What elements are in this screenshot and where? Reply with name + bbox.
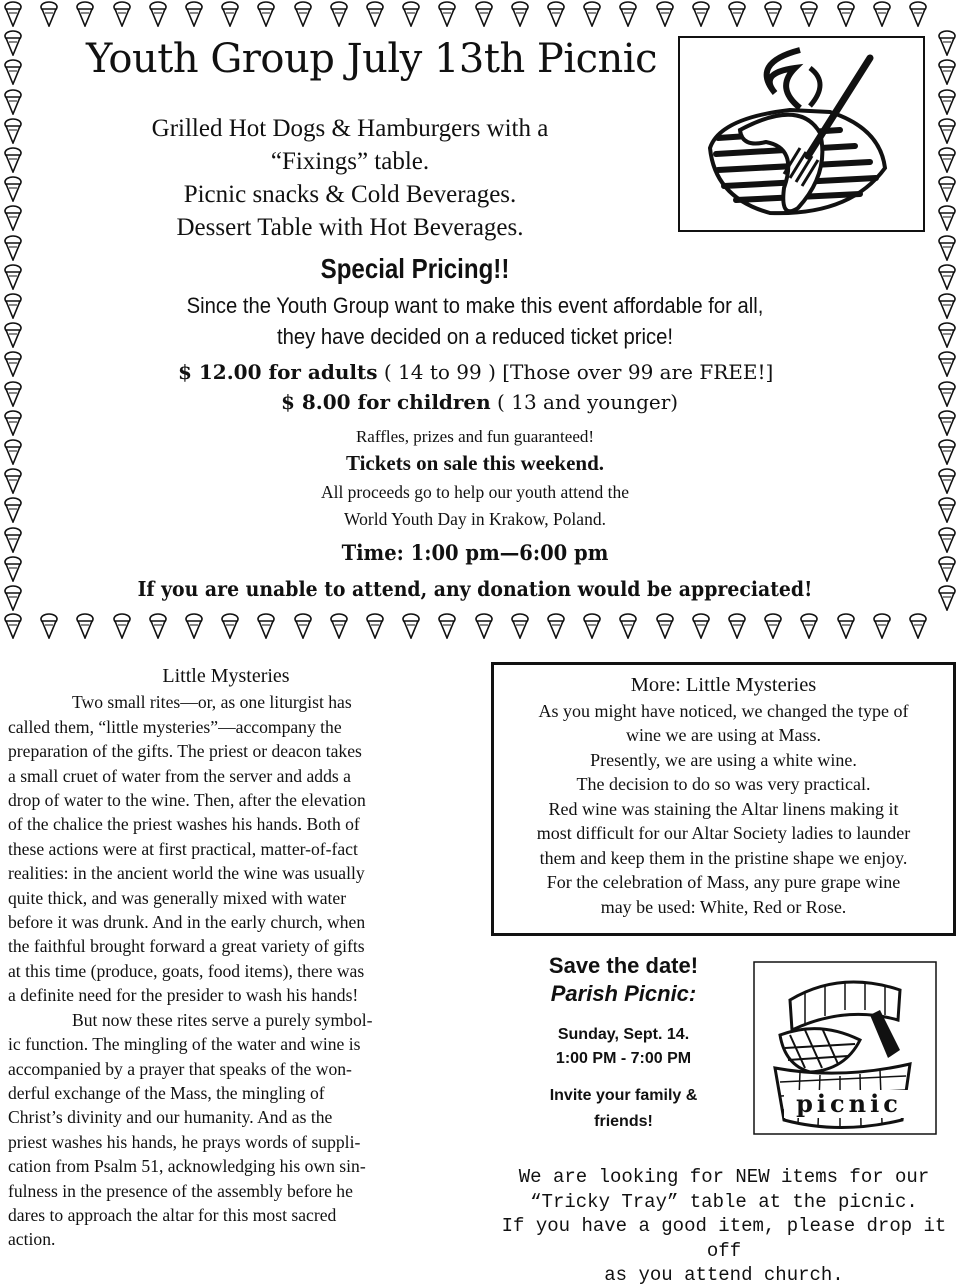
ice-cream-cone-icon — [4, 59, 22, 85]
text-line: For the celebration of Mass, any pure grape wine — [546, 872, 901, 892]
ice-cream-cone-icon — [4, 497, 22, 523]
ice-cream-cone-icon — [4, 439, 22, 465]
ice-cream-cone-icon — [938, 556, 956, 582]
ice-cream-cone-icon — [4, 293, 22, 319]
ice-cream-cone-icon — [40, 613, 58, 639]
ice-cream-cone-icon — [438, 1, 456, 27]
ice-cream-cone-icon — [938, 585, 956, 611]
text-line: of the chalice the priest washes his hands. Both of — [8, 814, 360, 835]
save-date-date: Sunday, Sept. 14. — [557, 1026, 690, 1043]
ice-cream-cone-icon — [4, 235, 22, 261]
ice-cream-cone-icon — [938, 264, 956, 290]
ice-cream-cone-icon — [4, 1, 22, 27]
ice-cream-cone-icon — [938, 351, 956, 377]
price-children: $ 8.00 for children ( 13 and younger) — [281, 390, 679, 414]
save-date-invite: Invite your family & friends! — [549, 1087, 698, 1130]
ice-cream-cone-icon — [475, 613, 493, 639]
ice-cream-cone-icon — [619, 613, 637, 639]
ice-cream-cone-icon — [76, 613, 94, 639]
ice-cream-cone-icon — [402, 613, 420, 639]
ice-cream-cone-icon — [938, 410, 956, 436]
ice-cream-cone-icon — [4, 147, 22, 173]
flyer-title: Youth Group July 13th Picnic — [86, 36, 657, 82]
more-mysteries-heading: More: Little Mysteries — [630, 674, 817, 696]
ice-cream-cone-icon — [837, 613, 855, 639]
picnic-basket-illustration — [750, 960, 940, 1140]
raffles-text: Raffles, prizes and fun guaranteed! — [355, 427, 595, 446]
save-the-date — [516, 953, 731, 1135]
ice-cream-cone-icon — [938, 59, 956, 85]
ice-cream-cone-icon — [938, 468, 956, 494]
ice-cream-cone-icon — [583, 1, 601, 27]
ice-cream-cone-icon — [4, 613, 22, 639]
ice-cream-cone-icon — [837, 1, 855, 27]
text-line: action. — [8, 1229, 56, 1250]
text-line: preparation of the gifts. The priest or deacon takes — [8, 741, 362, 762]
ice-cream-cone-icon — [938, 176, 956, 202]
ice-cream-cone-icon — [4, 381, 22, 407]
ice-cream-cone-icon — [583, 613, 601, 639]
ice-cream-cone-icon — [4, 205, 22, 231]
ice-cream-cone-icon — [692, 1, 710, 27]
ice-cream-cone-icon — [511, 1, 529, 27]
ice-cream-cone-icon — [873, 613, 891, 639]
text-line: most difficult for our Altar Society ladies to launder — [536, 823, 911, 843]
text-line: Christ’s divinity and our humanity. And as the — [8, 1107, 333, 1128]
text-line: dares to approach the altar for this most sacred — [8, 1204, 337, 1225]
ice-cream-cone-icon — [938, 118, 956, 144]
ice-cream-cone-icon — [547, 1, 565, 27]
text-line: accompanied by a prayer that speaks of the won- — [8, 1058, 352, 1079]
ice-cream-cone-icon — [366, 613, 384, 639]
text-line: a definite need for the presider to wash his hands! — [8, 985, 359, 1006]
text-line: ic function. The mingling of the water and wine is — [8, 1034, 361, 1055]
ice-cream-cone-icon — [402, 1, 420, 27]
ice-cream-cone-icon — [511, 613, 529, 639]
ice-cream-cone-icon — [764, 1, 782, 27]
ice-cream-cone-icon — [938, 497, 956, 523]
ice-cream-cone-icon — [547, 613, 565, 639]
ice-cream-cone-icon — [4, 176, 22, 202]
ice-cream-cone-icon — [185, 613, 203, 639]
ice-cream-cone-icon — [257, 613, 275, 639]
text-line: quite thick, and was generally mixed with water — [8, 887, 347, 908]
text-line: wine we are using at Mass. — [626, 725, 821, 745]
save-date-time: 1:00 PM - 7:00 PM — [555, 1050, 692, 1067]
little-mysteries-heading: Little Mysteries — [162, 665, 290, 687]
special-pricing-heading: Special Pricing!! — [320, 253, 510, 284]
ice-cream-cone-icon — [113, 1, 131, 27]
ice-cream-cone-icon — [221, 613, 239, 639]
special-pricing-text: Since the Youth Group want to make this event affordable for all, they have decided on a reduced ticket price! — [186, 293, 764, 349]
menu-lines: Grilled Hot Dogs & Hamburgers with a “Fixings” table. Picnic snacks & Cold Beverages. Dessert Table with Hot Beverages. — [151, 115, 549, 241]
grill-illustration — [678, 36, 925, 232]
ice-cream-cone-icon — [366, 1, 384, 27]
ice-cream-cone-icon — [873, 1, 891, 27]
text-line: may be used: White, Red or Rose. — [600, 896, 847, 917]
ice-cream-cone-icon — [294, 1, 312, 27]
text-line: drop of water to the wine. Then, after the elevation — [8, 790, 366, 811]
ice-cream-cone-icon — [938, 205, 956, 231]
text-line: priest washes his hands, he prays words of suppli- — [8, 1131, 361, 1152]
little-mysteries-paragraph-1 — [8, 690, 444, 1007]
little-mysteries-article — [8, 664, 444, 1252]
text-line: cation from Psalm 51, acknowledging his own sin- — [8, 1156, 366, 1177]
text-line: The decision to do so was very practical. — [576, 774, 871, 794]
tickets-text: Tickets on sale this weekend. — [345, 451, 605, 475]
ice-cream-cone-icon — [938, 235, 956, 261]
text-line: Two small rites—or, as one liturgist has — [72, 692, 352, 713]
ice-cream-cone-icon — [330, 613, 348, 639]
more-mysteries-text — [494, 699, 953, 920]
ice-cream-cone-icon — [40, 1, 58, 27]
more-little-mysteries-box — [491, 662, 956, 936]
ice-cream-cone-icon — [656, 613, 674, 639]
ice-cream-cone-icon — [4, 468, 22, 494]
ice-cream-cone-icon — [149, 613, 167, 639]
text-line: But now these rites serve a purely symbol- — [72, 1009, 373, 1030]
event-time: Time: 1:00 pm—6:00 pm — [341, 540, 609, 565]
text-line: at this time (produce, goats, food items), there was — [8, 960, 365, 981]
ice-cream-cone-icon — [4, 322, 22, 348]
ice-cream-cone-icon — [4, 264, 22, 290]
ice-cream-cone-icon — [294, 613, 312, 639]
ice-cream-cone-icon — [438, 613, 456, 639]
text-line: called them, “little mysteries”—accompany the — [8, 716, 342, 737]
ice-cream-cone-icon — [619, 1, 637, 27]
ice-cream-cone-icon — [113, 613, 131, 639]
ice-cream-cone-icon — [330, 1, 348, 27]
donation-text: If you are unable to attend, any donation would be appreciated! — [137, 577, 813, 601]
ice-cream-cone-icon — [938, 30, 956, 56]
ice-cream-cone-icon — [909, 613, 927, 639]
ice-cream-cone-icon — [764, 613, 782, 639]
ice-cream-cone-icon — [800, 613, 818, 639]
proceeds-text: All proceeds go to help our youth attend the World Youth Day in Krakow, Poland. — [320, 482, 630, 529]
ice-cream-cone-icon — [149, 1, 167, 27]
text-line: As you might have noticed, we changed the type of — [538, 700, 909, 721]
ice-cream-cone-icon — [475, 1, 493, 27]
ice-cream-cone-icon — [4, 351, 22, 377]
ice-cream-cone-icon — [938, 527, 956, 553]
ice-cream-cone-icon — [4, 585, 22, 611]
ice-cream-cone-icon — [692, 613, 710, 639]
text-line: a small cruet of water from the server and adds a — [8, 765, 351, 786]
text-line: the faithful brought forward a great variety of gifts — [8, 936, 365, 957]
text-line: these actions were at first practical, matter-of-fact — [8, 838, 358, 859]
ice-cream-cone-icon — [728, 1, 746, 27]
ice-cream-cone-icon — [257, 1, 275, 27]
ice-cream-cone-icon — [4, 30, 22, 56]
ice-cream-cone-icon — [938, 381, 956, 407]
save-date-subheading: Parish Picnic: — [550, 981, 697, 1006]
ice-cream-cone-icon — [76, 1, 94, 27]
ice-cream-cone-icon — [938, 147, 956, 173]
youth-picnic-flyer — [0, 0, 960, 640]
little-mysteries-paragraph-2 — [8, 1008, 444, 1252]
text-line: Presently, we are using a white wine. — [590, 749, 857, 770]
ice-cream-cone-icon — [938, 89, 956, 115]
text-line: derful exchange of the Mass, the mingling of — [8, 1082, 325, 1103]
text-line: before it was drunk. And in the early church, when — [8, 912, 366, 933]
ice-cream-cone-icon — [4, 556, 22, 582]
price-adults: $ 12.00 for adults ( 14 to 99 ) [Those over 99 are FREE!] — [178, 360, 774, 384]
ice-cream-cone-icon — [909, 1, 927, 27]
ice-cream-cone-icon — [4, 118, 22, 144]
ice-cream-cone-icon — [938, 322, 956, 348]
ice-cream-cone-icon — [728, 613, 746, 639]
ice-cream-cone-icon — [938, 293, 956, 319]
ice-cream-cone-icon — [800, 1, 818, 27]
ice-cream-cone-icon — [4, 410, 22, 436]
hot-dog-grill-icon — [680, 38, 923, 230]
save-date-heading: Save the date! — [548, 953, 699, 978]
ice-cream-cone-icon — [185, 1, 203, 27]
text-line: realities: in the ancient world the wine was usually — [8, 863, 365, 884]
ice-cream-cone-icon — [656, 1, 674, 27]
ice-cream-cone-icon — [4, 89, 22, 115]
basket-label: picnic — [784, 1090, 914, 1118]
ice-cream-cone-icon — [4, 527, 22, 553]
text-line: them and keep them in the pristine shape we enjoy. — [539, 847, 908, 868]
ice-cream-cone-icon — [221, 1, 239, 27]
text-line: Red wine was staining the Altar linens making it — [548, 798, 899, 819]
tricky-tray-notice: We are looking for NEW items for our “Tricky Tray” table at the picnic. If you have a good item, please drop it off as you attend church. — [501, 1166, 947, 1286]
ice-cream-cone-icon — [938, 439, 956, 465]
text-line: fulness in the presence of the assembly before he — [8, 1180, 353, 1201]
